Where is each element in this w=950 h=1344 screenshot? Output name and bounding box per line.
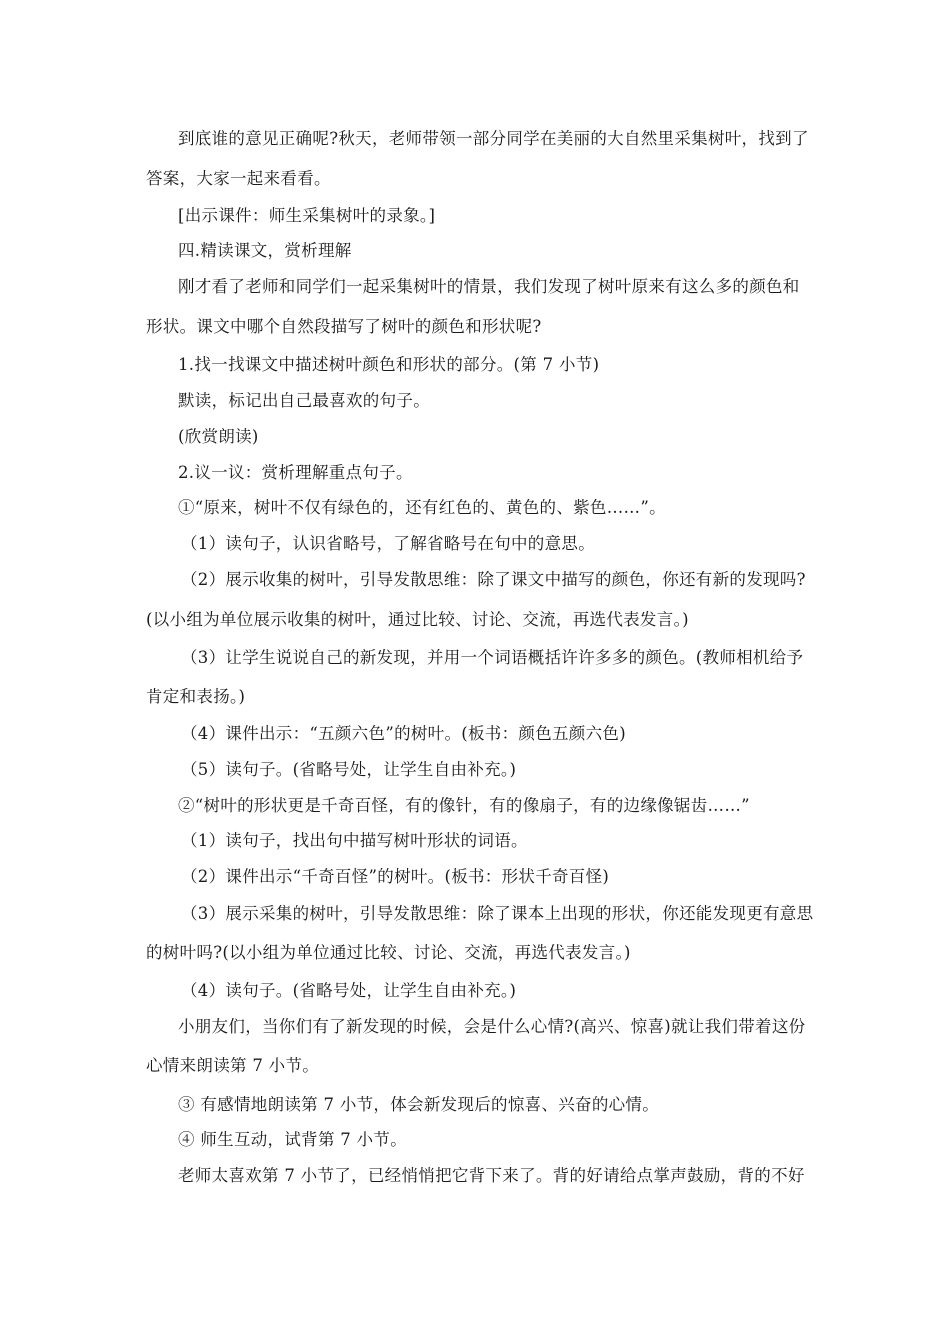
list-item: 1.找一找课文中描述树叶颜色和形状的部分。(第 7 小节)	[178, 355, 600, 374]
list-item: （4）课件出示：“五颜六色”的树叶。(板书：颜色五颜六色)	[181, 724, 626, 743]
paragraph-line: 默读，标记出自己最喜欢的句子。	[178, 391, 430, 410]
list-item: （4）读句子。(省略号处，让学生自由补充。)	[181, 981, 517, 1000]
paragraph-line: (以小组为单位展示收集的树叶，通过比较、讨论、交流，再选代表发言。)	[146, 610, 689, 629]
list-item: ③ 有感情地朗读第 7 小节，体会新发现后的惊喜、兴奋的心情。	[178, 1095, 660, 1114]
quote-line: ①“原来，树叶不仅有绿色的，还有红色的、黄色的、紫色……”。	[178, 498, 666, 517]
paragraph-line: 答案，大家一起来看看。	[146, 169, 331, 188]
paragraph-line: 小朋友们，当你们有了新发现的时候，会是什么心情?(高兴、惊喜)就让我们带着这份	[178, 1017, 806, 1036]
list-item: （5）读句子。(省略号处，让学生自由补充。)	[181, 760, 517, 779]
paragraph-line: [出示课件：师生采集树叶的录象。]	[178, 206, 436, 225]
list-item: （1）读句子，认识省略号，了解省略号在句中的意思。	[181, 534, 595, 553]
paragraph-line: (欣赏朗读)	[178, 427, 259, 446]
list-item: （3）让学生说说自己的新发现，并用一个词语概括许许多多的颜色。(教师相机给予	[181, 648, 804, 667]
paragraph-line: 老师太喜欢第 7 小节了，已经悄悄把它背下来了。背的好请给点掌声鼓励，背的不好	[178, 1166, 805, 1185]
list-item: （1）读句子，找出句中描写树叶形状的词语。	[181, 831, 528, 850]
list-item: ④ 师生互动，试背第 7 小节。	[178, 1130, 408, 1149]
quote-line: ②“树叶的形状更是千奇百怪，有的像针，有的像扇子，有的边缘像锯齿……”	[178, 796, 750, 815]
list-item: （2）展示收集的树叶，引导发散思维：除了课文中描写的颜色，你还有新的发现吗?	[181, 570, 806, 589]
list-item: （3）展示采集的树叶，引导发散思维：除了课本上出现的形状，你还能发现更有意思	[181, 904, 814, 923]
paragraph-line: 到底谁的意见正确呢?秋天，老师带领一部分同学在美丽的大自然里采集树叶，找到了	[178, 129, 809, 148]
paragraph-line: 的树叶吗?(以小组为单位通过比较、讨论、交流，再选代表发言。)	[146, 943, 631, 962]
paragraph-line: 肯定和表扬。)	[146, 687, 246, 706]
paragraph-line: 形状。课文中哪个自然段描写了树叶的颜色和形状呢?	[146, 317, 542, 336]
list-item: 2.议一议：赏析理解重点句子。	[178, 463, 413, 482]
section-heading: 四.精读课文，赏析理解	[178, 241, 352, 260]
paragraph-line: 刚才看了老师和同学们一起采集树叶的情景，我们发现了树叶原来有这么多的颜色和	[178, 277, 800, 296]
list-item: （2）课件出示“千奇百怪”的树叶。(板书：形状千奇百怪)	[181, 867, 610, 886]
paragraph-line: 心情来朗读第 7 小节。	[146, 1056, 320, 1075]
